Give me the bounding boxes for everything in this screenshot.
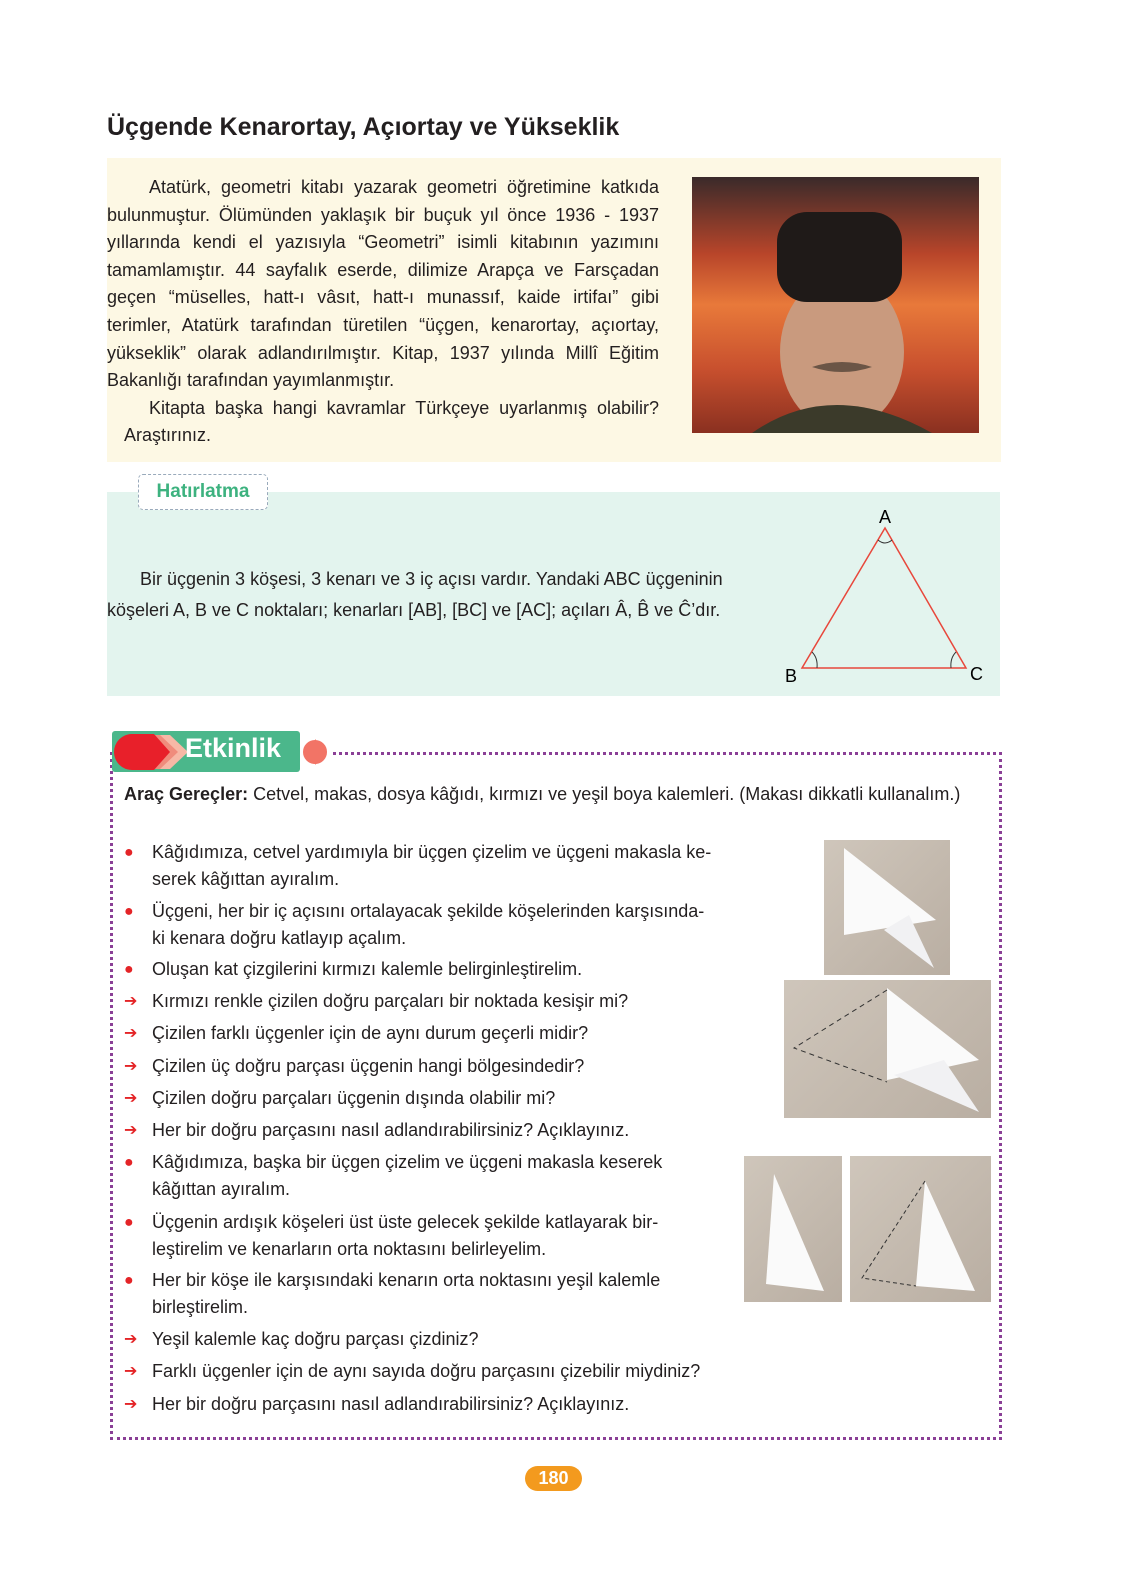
tools-list: Cetvel, makas, dosya kâğıdı, kırmızı ve yeşil boya kalemleri. (Makası dikkatli kullanalım.): [248, 784, 961, 804]
tools-text: [124, 781, 994, 808]
list-item: [124, 1267, 660, 1321]
arrow-icon: ➔: [124, 1396, 138, 1413]
question-item: [124, 1391, 629, 1418]
page-number: 180: [525, 1466, 582, 1491]
intro-box: [107, 158, 1001, 462]
intro-paragraph: Atatürk, geometri kitabı yazarak geometri öğretimine katkıda bulunmuştur. Ölümünden yaklaşık bir buçuk yıl önce 1936 - 1937 yıllarında kendi el yazısıyla “Geometri” isimli kitabının yazımını tamamlamıştır. 44 sayfalık eserde, dilimize Arapça ve Farsçadan geçen “müselles, hatt-ı vâsıt, hatt-ı munassıf, kaide irtifaı” gibi terimler, Atatürk tarafından türetilen “üçgen, kenarortay, açıortay, yükseklik” olarak adlandırılmıştır. Kitap, 1937 yılında Millî Eğitim Bakanlığı tarafından yayımlanmıştır.: [107, 177, 659, 391]
reminder-text: [107, 564, 807, 626]
intro-question: Kitapta başka hangi kavramlar Türkçeye uyarlanmış olabilir? Araştırınız.: [124, 397, 659, 446]
arrow-icon: ➔: [124, 993, 138, 1010]
bullet-icon: ●: [124, 844, 134, 861]
bullet-icon: ●: [124, 1214, 134, 1231]
item-text: Çizilen doğru parçaları üçgenin dışında olabilir mi?: [152, 1088, 556, 1108]
list-item: [124, 956, 582, 983]
reminder-line: köşeleri A, B ve C noktaları; kenarları [AB], [BC] ve [AC]; açıları Â, B̂ ve Ĉ’dır.: [107, 600, 721, 620]
vertex-label-a: A: [879, 507, 892, 527]
item-text: Oluşan kat çizgilerini kırmızı kalemle belirginleştirelim.: [152, 959, 583, 979]
intro-text: [107, 174, 659, 450]
item-text: Kırmızı renkle çizilen doğru parçaları bir noktada kesişir mi?: [152, 991, 629, 1011]
portrait-illustration: [692, 177, 979, 433]
item-text: Her bir köşe ile karşısındaki kenarın orta noktasını yeşil kalemle birleştirelim.: [152, 1270, 661, 1317]
angle-arc-c: [951, 652, 956, 668]
arrow-icon: ➔: [124, 1363, 138, 1380]
reminder-label: Hatırlatma: [138, 474, 268, 510]
folded-paper-photo-1: [824, 840, 950, 975]
question-item: [124, 1020, 588, 1047]
bullet-icon: ●: [124, 961, 134, 978]
question-item: [124, 1117, 629, 1144]
item-text: Çizilen farklı üçgenler için de aynı durum geçerli midir?: [152, 1023, 589, 1043]
item-text: Üçgenin ardışık köşeleri üst üste gelecek şekilde katlayarak bir- leştirelim ve kenarların orta noktasını belirleyelim.: [152, 1212, 659, 1259]
item-text: Kâğıdımıza, başka bir üçgen çizelim ve üçgeni makasla keserek kâğıttan ayıralım.: [152, 1152, 663, 1199]
arrow-icon: ➔: [124, 1090, 138, 1107]
folded-paper-photo-4: [850, 1156, 991, 1302]
vertex-label-c: C: [970, 664, 983, 684]
triangle: [802, 528, 966, 668]
question-item: [124, 1326, 479, 1353]
folded-paper-photo-3: [744, 1156, 842, 1302]
list-item: [124, 1209, 658, 1263]
item-text: Her bir doğru parçasını nasıl adlandırabilirsiniz? Açıklayınız.: [152, 1394, 630, 1414]
angle-arc-b: [812, 652, 817, 668]
item-text: Her bir doğru parçasını nasıl adlandırabilirsiniz? Açıklayınız.: [152, 1120, 630, 1140]
question-item: [124, 1358, 700, 1385]
folded-paper-photo-2: [784, 980, 991, 1118]
arrow-icon: ➔: [124, 1058, 138, 1075]
triangle-abc-diagram: [770, 500, 1000, 690]
item-text: Üçgeni, her bir iç açısını ortalayacak şekilde köşelerinden karşısında- ki kenara doğru katlayıp açalım.: [152, 901, 705, 948]
item-text: Çizilen üç doğru parçası üçgenin hangi bölgesindedir?: [152, 1056, 585, 1076]
arrow-icon: ➔: [124, 1025, 138, 1042]
item-text: Farklı üçgenler için de aynı sayıda doğru parçasını çizebilir miydiniz?: [152, 1361, 701, 1381]
reminder-line: Bir üçgenin 3 köşesi, 3 kenarı ve 3 iç açısı vardır. Yandaki ABC üçgeninin: [140, 569, 723, 589]
question-item: [124, 1053, 584, 1080]
activity-title: Etkinlik: [185, 733, 282, 763]
arrow-icon: ➔: [124, 1331, 138, 1348]
list-item: [124, 898, 704, 952]
item-text: Yeşil kalemle kaç doğru parçası çizdiniz?: [152, 1329, 479, 1349]
question-item: [124, 988, 628, 1015]
bullet-icon: ●: [124, 1272, 134, 1289]
bullet-icon: ●: [124, 903, 134, 920]
tools-label: Araç Gereçler:: [124, 784, 249, 804]
arrow-icon: ➔: [124, 1122, 138, 1139]
angle-arc-a: [878, 540, 892, 543]
list-item: [124, 839, 711, 893]
bullet-icon: ●: [124, 1154, 134, 1171]
page-title: Üçgende Kenarortay, Açıortay ve Yükseklik: [107, 113, 620, 141]
item-text: Kâğıdımıza, cetvel yardımıyla bir üçgen çizelim ve üçgeni makasla ke- serek kâğıttan ayıralım.: [152, 842, 712, 889]
list-item: [124, 1149, 662, 1203]
vertex-label-b: B: [785, 666, 798, 686]
question-item: [124, 1085, 555, 1112]
portrait-photo: [692, 177, 979, 433]
